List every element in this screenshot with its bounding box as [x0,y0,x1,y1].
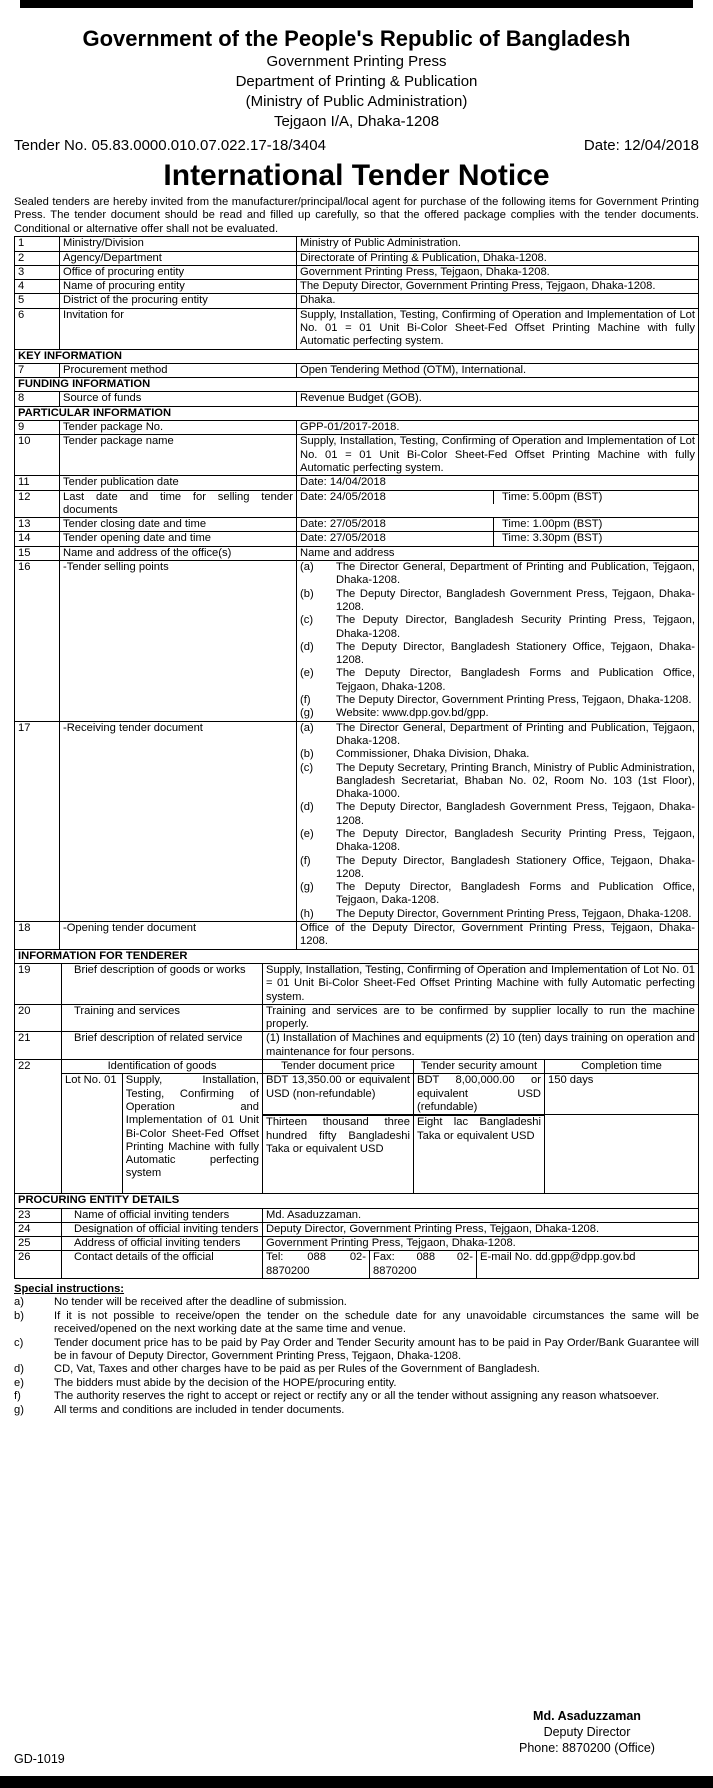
list-item: c) Tender document price has to be paid by Pay Order and Tender Security amount has to be paid in Pay Order/Bank Guarantee will be in favour of Deputy Director, Government Printing Press, Tejgaon, Dhaka-1208. [14,1336,699,1363]
table-row: 16 -Tender selling points (a) The Director General, Department of Printing and Publication, Tejgaon, Dhaka-1208. (b) The Deputy Director, Bangladesh Government Press, Tejgaon, Dhaka-1208. (c) The Deputy Director, Bangladesh Security Printing Press, Tejgaon, Dhaka-1208. (d) The Deputy Director, Bangladesh Stationery Office, Tejgaon, Dhaka-1208. (e) The Deputy Director, Bangladesh Forms and Publication Office, Tejgaon, Dhaka-1208. (f) The Deputy Director, Government Printing Press, Tejgaon, Dhaka-1208. (g) Website: www.dpp.gov.bd/gpp. [15,561,699,722]
tender-number: Tender No. 05.83.0000.010.07.022.17-18/3404 [14,137,326,154]
table-row: 1 Ministry/Division Ministry of Public Administration. [15,237,699,251]
list-item: b) If it is not possible to receive/open the tender on the schedule date for any unavoidable circumstances the same will be received/opened on the next working date at the same time and venue. [14,1309,699,1336]
list-item: (a) The Director General, Department of Printing and Publication, Tejgaon, Dhaka-1208. [300,721,695,747]
notice-content [14,10,699,1417]
list-item: (b) The Deputy Director, Bangladesh Government Press, Tejgaon, Dhaka-1208. [300,587,695,613]
tender-table [14,236,699,949]
bottom-border [0,1776,713,1788]
table-row: 24 Designation of official inviting tenders Deputy Director, Government Printing Press, Tejgaon, Dhaka-1208. [15,1222,699,1236]
tender-date: Date: 12/04/2018 [583,137,699,154]
list-item: (c) The Deputy Director, Bangladesh Security Printing Press, Tejgaon, Dhaka-1208. [300,614,695,640]
tenderer-table [14,950,699,1279]
section-key-information: KEY INFORMATION [15,349,699,363]
table-row: 20 Training and services Training and services are to be confirmed by supplier locally to run the machine properly. [15,1004,699,1032]
signatory-name: Md. Asaduzzaman [533,1709,641,1723]
list-item: (f) The Deputy Director, Government Printing Press, Tejgaon, Dhaka-1208. [300,694,692,707]
table-row: 2 Agency/Department Directorate of Printing & Publication, Dhaka-1208. [15,251,699,265]
list-item: (d) The Deputy Director, Bangladesh Government Press, Tejgaon, Dhaka-1208. [300,801,695,827]
table-row: 18 -Opening tender document Office of the Deputy Director, Government Printing Press, Tejgaon, Dhaka-1208. [15,922,699,950]
section-information-for-tenderer: INFORMATION FOR TENDERER [15,950,699,964]
table-row: 21 Brief description of related service (1) Installation of Machines and equipments (2) 10 (ten) days training on operation and maintenance for four persons. [15,1032,699,1060]
receiving-points-list [297,721,699,921]
table-row: 22 Identification of goods Tender document price Tender security amount Completion time [15,1060,699,1074]
table-row: 8 Source of funds Revenue Budget (GOB). [15,392,699,406]
list-item: a) No tender will be received after the deadline of submission. [14,1296,347,1309]
intro-paragraph: Sealed tenders are hereby invited from the manufacturer/principal/local agent for purchase of the following items for Government Printing Press. The tender document should be read and filled up carefully, so that the offered package complies with the tender documents. Conditional or alternative offer shall not be evaluated. [14,196,699,235]
ministry-name: (Ministry of Public Administration) [245,93,468,110]
table-row: 25 Address of official inviting tenders Government Printing Press, Tejgaon, Dhaka-1208. [15,1237,699,1251]
list-item: (a) The Director General, Department of Printing and Publication, Tejgaon, Dhaka-1208. [300,561,695,587]
list-item: (b) Commissioner, Dhaka Division, Dhaka. [300,748,530,761]
list-item: (e) The Deputy Director, Bangladesh Forms and Publication Office, Tejgaon, Dhaka-1208. [300,667,695,693]
contact-email: E-mail No. dd.gpp@dpp.gov.bd [480,1251,636,1264]
table-row: 23 Name of official inviting tenders Md. Asaduzzaman. [15,1208,699,1222]
list-item: (f) The Deputy Director, Bangladesh Stationery Office, Tejgaon, Dhaka-1208. [300,854,695,880]
list-item: (c) The Deputy Secretary, Printing Branch, Ministry of Public Administration, Bangladesh Secretariat, Bhaban No. 02, Room No. 103 (1st Floor), Dhaka-1000. [300,761,695,801]
section-particular-information: PARTICULAR INFORMATION [15,406,699,420]
table-row: 13 Tender closing date and time Date: 27/05/2018 Time: 1.00pm (BST) [15,518,699,532]
selling-points-list [297,561,699,722]
list-item: (e) The Deputy Director, Bangladesh Security Printing Press, Tejgaon, Dhaka-1208. [300,827,695,854]
table-row: 12 Last date and time for selling tender documents Date: 24/05/2018 Time: 5.00pm (BST) [15,490,699,518]
office-address: Tejgaon I/A, Dhaka-1208 [273,113,440,130]
table-row: 10 Tender package name Supply, Installation, Testing, Confirming of Operation and Implementation of Lot No. 01 = 01 Unit Bi-Color Sheet-Fed Offset Printing Machine with fully Automatic perfecting system. [15,435,699,476]
press-name: Government Printing Press [266,53,447,70]
table-row: 9 Tender package No. GPP-01/2017-2018. [15,421,699,435]
department-name: Department of Printing & Publication [235,73,478,90]
table-row: 11 Tender publication date Date: 14/04/2018 [15,476,699,490]
government-heading: Government of the People's Republic of Bangladesh [82,26,631,51]
table-row: 5 District of the procuring entity Dhaka. [15,294,699,308]
list-item: (d) The Deputy Director, Bangladesh Stationery Office, Tejgaon, Dhaka-1208. [300,640,695,667]
notice-title: International Tender Notice [163,159,550,192]
table-row: 26 Contact details of the official Tel: 088 02-8870200 Fax: 088 02-8870200 E-mail No. dd.gpp@dpp.gov.bd [15,1251,699,1279]
table-row: Lot No. 01 Supply, Installation, Testing, Confirming of Operation and Implementation of 01 Unit Bi-Color Sheet-Fed Offset Printing Machine with fully Automatic perfecting system BDT 13,350.00 or equivalent USD (non-refundable) BDT 8,00,000.00 or equivalent USD (refundable) 150 days [15,1074,699,1115]
list-item: (g) The Deputy Director, Bangladesh Forms and Publication Office, Tejgaon, Daka-1208. [300,881,695,907]
table-row: 19 Brief description of goods or works Supply, Installation, Testing, Confirming of Operation and Implementation of Lot No. 01 = 01 Unit Bi-Color Sheet-Fed Offset Printing Machine with fully Automatic perfecting system. [15,963,699,1004]
table-row: 4 Name of procuring entity The Deputy Director, Government Printing Press, Tejgaon, Dhaka-1208. [15,280,699,294]
list-item: e) The bidders must abide by the decision of the HOPE/procuring entity. [14,1376,397,1389]
table-row: 15 Name and address of the office(s) Name and address [15,546,699,560]
list-item: g) All terms and conditions are included in tender documents. [14,1403,345,1416]
special-instructions-heading: Special instructions: [14,1283,125,1295]
list-item: (g) Website: www.dpp.gov.bd/gpp. [300,707,489,720]
list-item: f) The authority reserves the right to accept or reject or rectify any or all the tender without assigning any reason whatsoever. [14,1390,660,1403]
signature-block [477,1708,697,1756]
table-row: 7 Procurement method Open Tendering Method (OTM), International. [15,363,699,377]
table-row: 6 Invitation for Supply, Installation, Testing, Confirming of Operation and Implementation of Lot No. 01 = 01 Unit Bi-Color Sheet-Fed Offset Printing Machine with fully Automatic perfecting system. [15,308,699,349]
signatory-phone: Phone: 8870200 (Office) [519,1741,655,1755]
top-border [20,0,693,8]
table-row: 17 -Receiving tender document (a) The Director General, Department of Printing and Publication, Tejgaon, Dhaka-1208. (b) Commissioner, Dhaka Division, Dhaka. (c) The Deputy Secretary, Printing Branch, Ministry of Public Administration, Bangladesh Secretariat, Bhaban No. 02, Room No. 103 (1st Floor), Dhaka-1000. (d) The Deputy Director, Bangladesh Government Press, Tejgaon, Dhaka-1208. (e) The Deputy Director, Bangladesh Security Printing Press, Tejgaon, Dhaka-1208. (f) The Deputy Director, Bangladesh Stationery Office, Tejgaon, Dhaka-1208. (g) The Deputy Director, Bangladesh Forms and Publication Office, Tejgaon, Daka-1208. (h) The Deputy Director, Government Printing Press, Tejgaon, Dhaka-1208. [15,721,699,921]
list-item: d) CD, Vat, Taxes and other charges have to be paid as per Rules of the Government of Bangladesh. [14,1363,540,1376]
tender-ref-line [14,136,699,156]
special-instructions-list [14,1296,699,1417]
section-funding-information: FUNDING INFORMATION [15,378,699,392]
list-item: (h) The Deputy Director, Government Printing Press, Tejgaon, Dhaka-1208. [300,907,692,920]
gd-code: GD-1019 [14,1752,65,1766]
table-row: Thirteen thousand three hundred fifty Bangladeshi Taka or equivalent USD Eight lac Bangladeshi Taka or equivalent USD [15,1115,699,1194]
table-row: 3 Office of procuring entity Government Printing Press, Tejgaon, Dhaka-1208. [15,265,699,279]
section-procuring-entity-details: PROCURING ENTITY DETAILS [15,1194,699,1208]
signatory-designation: Deputy Director [543,1725,631,1739]
special-instructions [14,1283,699,1417]
table-row: 14 Tender opening date and time Date: 27/05/2018 Time: 3.30pm (BST) [15,532,699,546]
